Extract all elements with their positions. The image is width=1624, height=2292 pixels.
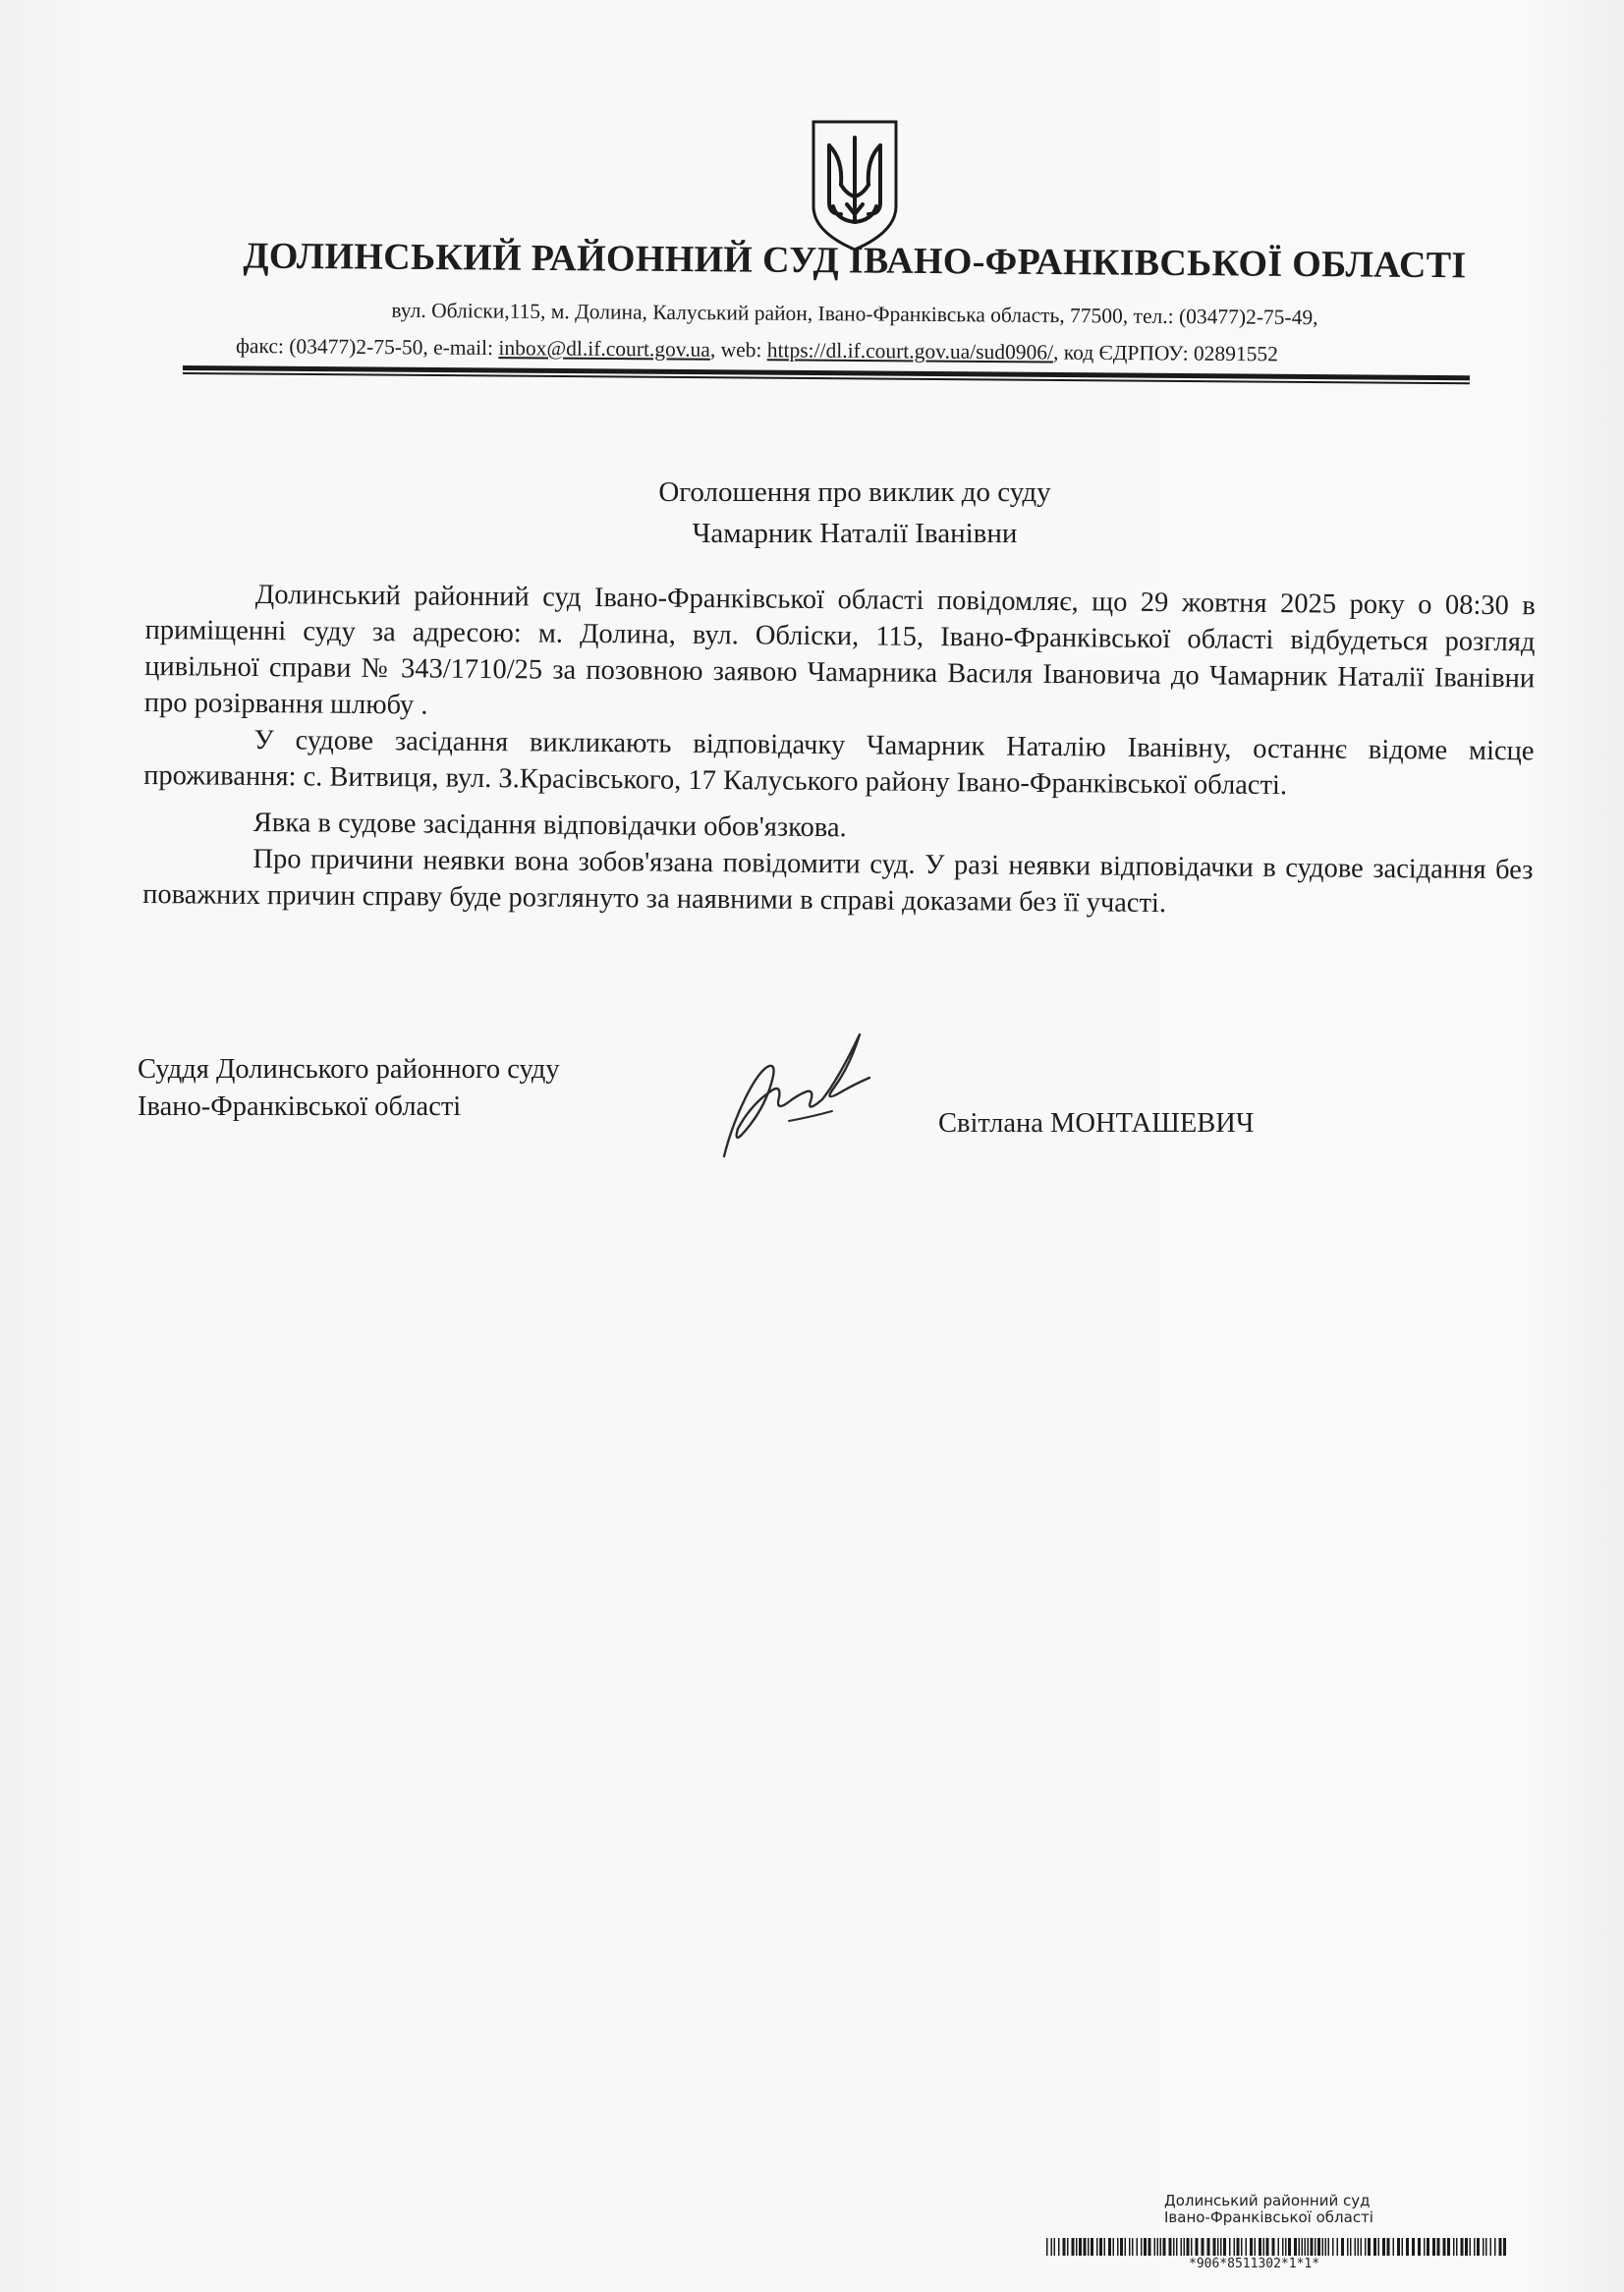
- paragraph-consequences: Про причини неявки вона зобов'язана повідомити суд. У разі неявки відповідачки в судове засідання без поважних причин справу буде розглянуто за наявними в справі доказами без її участі.: [142, 843, 1534, 920]
- registry-stamp: [1164, 2193, 1518, 2226]
- barcode: [1046, 2238, 1506, 2256]
- stamp-line2: Івано-Франківської області: [1164, 2208, 1373, 2226]
- paragraph-summons: У судове засідання викликають відповідачку Чамарник Наталію Іванівну, останнє відоме місце проживання: с. Витвиця, вул. З.Красівського, 17 Калуського району Івано-Франківської області.: [143, 724, 1535, 802]
- stamp-line1: Долинський районний суд: [1164, 2192, 1371, 2209]
- notice-title-line1: Оголошення про виклик до суду: [658, 476, 1051, 508]
- notice-body: [142, 576, 1536, 934]
- barcode-number: *906*8511302*1*1*: [1189, 2257, 1320, 2271]
- notice-title-line2: Чамарник Наталії Іванівни: [692, 518, 1018, 549]
- notice-title: [472, 472, 1238, 554]
- signature-icon: [712, 1027, 884, 1164]
- court-contacts: [236, 334, 1474, 368]
- paragraph-attendance: Явка в судове засідання відповідачки обов'язкова.: [252, 807, 847, 844]
- coat-of-arms-icon: [808, 116, 902, 253]
- website-link[interactable]: https://dl.if.court.gov.ua/sud0906/: [766, 338, 1054, 364]
- email-link[interactable]: inbox@dl.if.court.gov.ua: [498, 336, 710, 362]
- header-divider: [183, 365, 1470, 385]
- paragraph-hearing: Долинський районний суд Івано-Франківської області повідомляє, що 29 жовтня 2025 року о 08:30 в приміщенні суду за адресою: м. Долина, вул. Обліски, 115, Івано-Франківської області відбудеться розгляд цивільної справи № 343/1710/25 за позовною заявою Чамарника Василя Івановича до Чамарник Наталії Іванівни про розірвання шлюбу .: [143, 579, 1536, 721]
- judge-name: Світлана МОНТАШЕВИЧ: [938, 1108, 1255, 1139]
- court-name: ДОЛИНСЬКИЙ РАЙОННИЙ СУД ІВАНО-ФРАНКІВСЬКОЇ ОБЛАСТІ: [243, 235, 1467, 287]
- fax-label: факс: (03477)2-75-50, e-mail:: [235, 334, 499, 361]
- judge-title-line2: Івано-Франківської області: [138, 1091, 462, 1122]
- court-address: вул. Обліски,115, м. Долина, Калуський район, Івано-Франківська область, 77500, тел.: (03477)2-75-49,: [391, 298, 1318, 330]
- judge-title-line1: Суддя Долинського районного суду: [138, 1054, 560, 1085]
- judge-title: [138, 1051, 560, 1126]
- web-label: , web:: [709, 337, 767, 363]
- edrpou-code: , код ЄДРПОУ: 02891552: [1052, 340, 1279, 366]
